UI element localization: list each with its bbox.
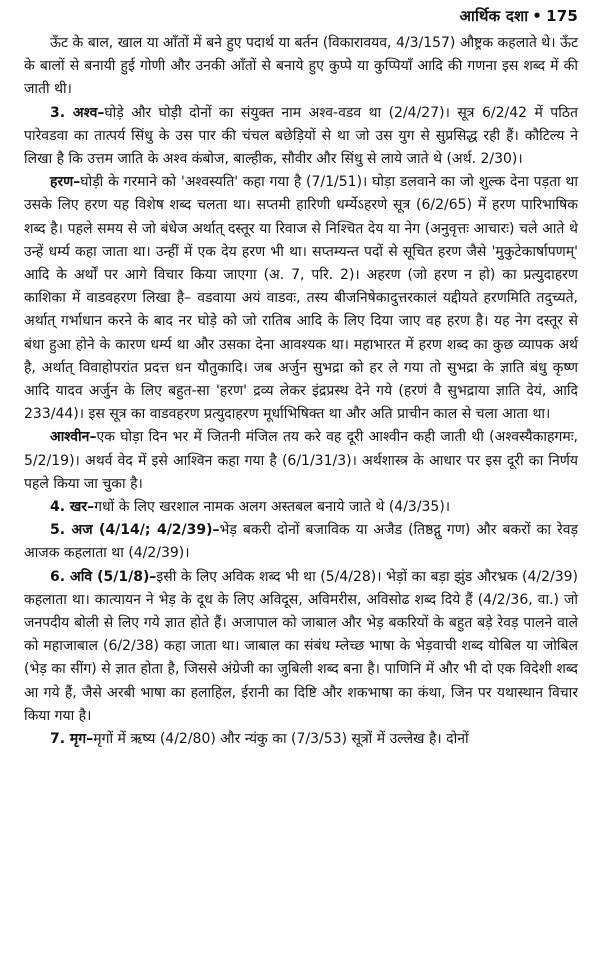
paragraph xyxy=(24,496,578,519)
page-number: 175 xyxy=(546,7,578,25)
paragraph-text: भेड़ बकरी दोनों बजाविक या अजैड (तिष्ठद्गु गण) और बकरों का रेवड़ आजक कहलाता था (4/2/39)। xyxy=(24,522,578,562)
paragraph xyxy=(24,171,578,426)
paragraph-text: घोड़ी के गरमाने को 'अश्वस्यति' कहा गया है (7/1/51)। घोड़ा डलवाने का जो शुल्क देना पड़ता था उसके लिए हरण यह विशेष शब्द चलता था। सप्तमी हारिणी धर्म्येऽहरणे सूत्र (6/2/65) में हरण पारिभाषिक शब्द है। पहले समय से जो बंधेज अर्थात् दस्तूर या रिवाज से निश्चित देय या नेग (अनुवृत्तः आचारः) चले आते थे उन्हें धर्म्य कहा जाता था। उन्हीं में एक देय हरण भी था। सप्तम्यन्त पदों से सूचित हरण जैसे 'मुकुटेकार्षापणम्' आदि के अर्थों पर आगे विचार किया जाएगा (अ. 7, परि. 2)। अहरण (जो हरण न हो) का प्रत्युदाहरण काशिका में वाडवहरण लिखा है– वडवाया अयं वाडवः, तस्य बीजनिषेकादुत्तरकालं यद्दीयते हरणमिति तदुच्यते, अर्थात् गर्भाधान करने के बाद नर घोड़े को जो रातिब आदि के लिए दिया जाए वह हरण है। यह नेग दस्तूर से बंधा हुआ होने के कारण धर्म्य था और उसका देना आवश्यक था। महाभारत में हरण शब्द का कुछ व्यापक अर्थ है, अर्थात् विवाहोपरांत प्रदत्त धन यौतुकादि। जब अर्जुन सुभद्रा को हर ले गया तो सुभद्रा के ज्ञाति बंधु कृष्ण आदि यादव अर्जुन के लिए बहुत-सा 'हरण' द्रव्य लेकर इंद्रप्रस्थ देने गये (हरणं वै सुभद्राया ज्ञाति देयं, आदि 233/44)। इस सूत्र का वाडवहरण प्रत्युदाहरण मूर्धाभिषिक्त था और अति प्राचीन काल से चला आता था। xyxy=(24,174,578,423)
paragraph-text: मृगों में ऋष्य (4/2/80) और न्यंकु का (7/3/53) सूत्रों में उल्लेख है। दोनों xyxy=(93,731,469,748)
paragraph xyxy=(24,102,578,172)
paragraph-text: ऊँट के बाल, खाल या आँतों में बने हुए पदार्थ या बर्तन (विकारावयव, 4/3/157) औष्ट्रक कहलाते थे। ऊँट के बालों से बनायी हुई गोणी और उनकी आँतों से बनाये हुए कुप्पे या कुप्पियाँ आदि की गणना इस शब्द में की जाती थी। xyxy=(24,35,579,98)
paragraph xyxy=(24,566,578,728)
chapter-title: आर्थिक दशा xyxy=(459,7,529,25)
paragraph-text: घोड़े और घोड़ी दोनों का संयुक्त नाम अश्व-वडव था (2/4/27)। सूत्र 6/2/42 में पठित पारेवडवा का तात्पर्य सिंधु के उस पार की चंचल बछेड़ियों से था जो उस युग से सुप्रसिद्ध रही हैं। कौटिल्य ने लिखा है कि उत्तम जाति के अश्व कंबोज, बाल्हीक, सौवीर और सिंधु से लाये जाते थे (अर्थ. 2/30)। xyxy=(24,104,578,168)
paragraph-text: इसी के लिए अविक शब्द भी था (5/4/28)। भेड़ों का बड़ा झुंड औरभ्रक (4/2/39) कहलाता था। कात्यायन ने भेड़ के दूध के लिए अविदूस, अविमरीस, अविसोढ शब्द दिये हैं (4/2/36, वा.) जो जनपदीय बोली से लिए गये ज्ञात होते हैं। अजापाल को जाबाल और भेड़ बकरियों के बहुत बड़े रेवड़ पालने वाले को महाजाबाल (6/2/38) कहा जाता था। जाबाल का संबंध म्लेच्छ भाषा के भेड़वाची शब्द योबिल या जोबिल (भेड़ का सींग) से ज्ञात होता है, जिससे अंग्रेजी का जुबिली शब्द बना है। पाणिनि में और भी दो एक विदेशी शब्द आ गये हैं, जैसे अरबी भाषा का हलाहिल, ईरानी का दिष्टि और शकभाषा का कंथा, जिन पर यथास्थान विचार किया गया है। xyxy=(24,568,578,724)
header-separator: • xyxy=(532,7,543,25)
paragraph-text: गधों के लिए खरशाल नामक अलग अस्तबल बनाये जाते थे (4/3/35)। xyxy=(94,499,451,516)
running-header xyxy=(24,0,578,32)
section-term: 6. अवि (5/1/8)– xyxy=(50,568,157,585)
paragraph xyxy=(24,32,578,102)
section-term: 3. अश्व– xyxy=(50,104,105,121)
paragraph xyxy=(24,728,578,751)
paragraph xyxy=(24,519,578,565)
body-text xyxy=(24,32,578,751)
section-term: हरण– xyxy=(50,174,81,191)
section-term: आश्वीन– xyxy=(50,429,97,446)
paragraph-text: एक घोड़ा दिन भर में जितनी मंजिल तय करे वह दूरी आश्वीन कही जाती थी (अश्वस्यैकाहगमः, 5/2/19)। अथर्व वेद में इसे आश्विन कहा गया है (6/1/31/3)। अर्थशास्त्र के आधार पर इस दूरी का निर्णय पहले किया जा चुका है। xyxy=(24,429,578,492)
paragraph xyxy=(24,426,578,496)
section-term: 5. अज (4/14/; 4/2/39)– xyxy=(50,522,220,539)
section-term: 7. मृग– xyxy=(50,731,94,748)
section-term: 4. खर– xyxy=(50,499,95,516)
